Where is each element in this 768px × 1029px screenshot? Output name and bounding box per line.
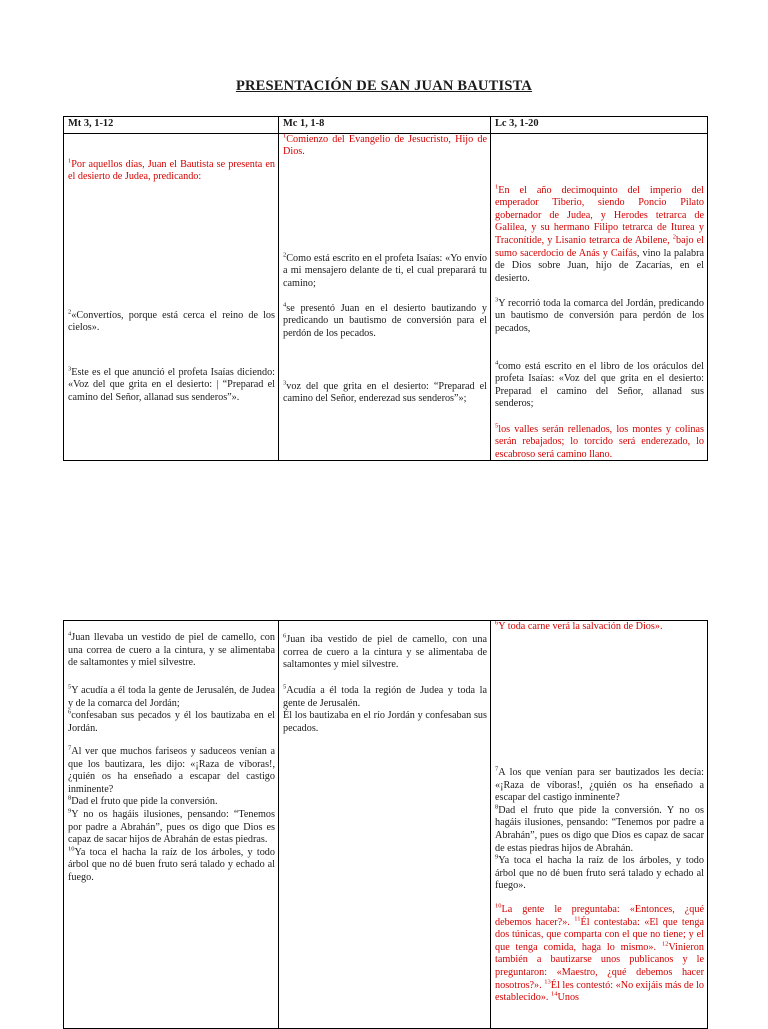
mt-verse-4: $^4$Juan llevaba un vestido de piel de camello, con una correa de cuero a la cintura, y se alimentaba de saltamontes y miel silvestre.: [68, 630, 275, 669]
lc-verses-10-14: $^{10}$La gente le preguntaba: «Entonces, ¿qué debemos hacer?». $^{11}$Él contestaba: «El que tenga dos túnicas, que comparta con el que no tiene; y el que tenga comida, haga lo mismo». $^{12}$Vinieron también a bautizarse unos publicanos y le preguntaron: «Maestro, ¿qué debemos hacer nosotros?». $^{13}$Él les contestó: «No exijáis más de lo establecido». $^{14}$Unos: [495, 902, 704, 1004]
synopsis-table-2: [63, 620, 708, 1029]
column-mc: [279, 133, 491, 460]
content-row: [64, 621, 708, 1029]
header-row: [64, 117, 708, 134]
header-mt: Mt 3, 1-12: [64, 117, 279, 134]
mt-verses-7-10: $^7$Al ver que muchos fariseos y saduceos venían a que los bautizara, les dijo: «¡Raza de víboras!, ¿quién os ha enseñado a escapar del castigo inminente? $^8$Dad el fruto que pide la conversión. $^9$Y no os hagáis ilusiones, pensando: “Tenemos por padre a Abrahán”, pues os digo que Dios es capaz de sacar hijos de Abrahán de estas piedras. $^{10}$Ya toca el hacha la raíz de los árboles, y todo árbol que no dé buen fruto será talado y echado al fuego.: [68, 744, 275, 883]
lc-verses-7-9: $^7$A los que venían para ser bautizados les decía: «¡Raza de víboras!, ¿quién os ha enseñado a escapar del castigo inminente? $^8$Dad el fruto que pide la conversión. Y no os hagáis ilusiones, pensando: “Tenemos por padre a Abrahán”, pues os digo que Dios es capaz de sacar de estas piedras hijos de Abrahán. $^9$Ya toca el hacha la raíz de los árboles, y todo árbol que no dé buen fruto será talado y echado al fuego».: [495, 765, 704, 892]
mt-verse-1: $^1$Por aquellos días, Juan el Bautista se presenta en el desierto de Judea, predicando:: [68, 157, 275, 183]
synopsis-table-1: [63, 116, 708, 461]
mc-verse-5: $^5$Acudía a él toda la región de Judea y toda la gente de Jerusalén. Él los bautizaba en el río Jordán y confesaban sus pecados.: [283, 683, 487, 734]
mt-verse-2: $^2$«Convertíos, porque está cerca el reino de los cielos».: [68, 308, 275, 334]
mc-verse-1: $^1$Comienzo del Evangelio de Jesucristo, Hijo de Dios.: [283, 133, 487, 158]
mt-verse-3: $^3$Este es el que anunció el profeta Isaías diciendo: «Voz del que grita en el desierto: | “Preparad el camino del Señor, allanad sus senderos”».: [68, 365, 275, 403]
column-mt: [64, 621, 279, 1029]
header-mc: Mc 1, 1-8: [279, 117, 491, 134]
mc-verse-6: $^6$Juan iba vestido de piel de camello, con una correa de cuero a la cintura y se alimentaba de saltamontes y miel silvestre.: [283, 632, 487, 671]
lc-verse-3: $^3$Y recorrió toda la comarca del Jordán, predicando un bautismo de conversión para perdón de los pecados,: [495, 296, 704, 334]
column-lc: [491, 621, 708, 1029]
mc-verse-4: $^4$se presentó Juan en el desierto bautizando y predicando un bautismo de conversión para el perdón de los pecados.: [283, 301, 487, 339]
lc-verse-5: $^5$los valles serán rellenados, los montes y colinas serán rebajados; lo torcido será enderezado, lo escabroso será camino llano.: [495, 422, 704, 460]
column-mc: [279, 621, 491, 1029]
mt-verses-5-6: $^5$Y acudía a él toda la gente de Jerusalén, de Judea y de la comarca del Jordán; $^6$confesaban sus pecados y él los bautizaba en el Jordán.: [68, 683, 275, 734]
page-title: PRESENTACIÓN DE SAN JUAN BAUTISTA: [235, 78, 533, 94]
header-lc: Lc 3, 1-20: [491, 117, 708, 134]
lc-verses-1-2: $^1$En el año decimoquinto del imperio del emperador Tiberio, siendo Poncio Pilato gobernador de Judea, y Herodes tetrarca de Galilea, y su hermano Filipo tetrarca de Iturea y Traconítide, y Lisanio tetrarca de Abilene, $^2$bajo el sumo sacerdocio de Anás y Caifás, vino la palabra de Dios sobre Juan, hijo de Zacarías, en el desierto.: [495, 183, 704, 284]
column-lc: [491, 133, 708, 460]
mc-verse-3: $^3$voz del que grita en el desierto: “Preparad el camino del Señor, enderezad sus senderos”»;: [283, 379, 487, 405]
content-row: [64, 133, 708, 460]
column-mt: [64, 133, 279, 460]
lc-verse-6: $^6$Y toda carne verá la salvación de Dios».: [495, 620, 663, 632]
lc-verse-4: $^4$como está escrito en el libro de los oráculos del profeta Isaías: «Voz del que grita en el desierto: Preparad el camino del Señor, allanad sus senderos;: [495, 359, 704, 410]
mc-verse-2: $^2$Como está escrito en el profeta Isaías: «Yo envío a mi mensajero delante de ti, el cual preparará tu camino;: [283, 251, 487, 289]
